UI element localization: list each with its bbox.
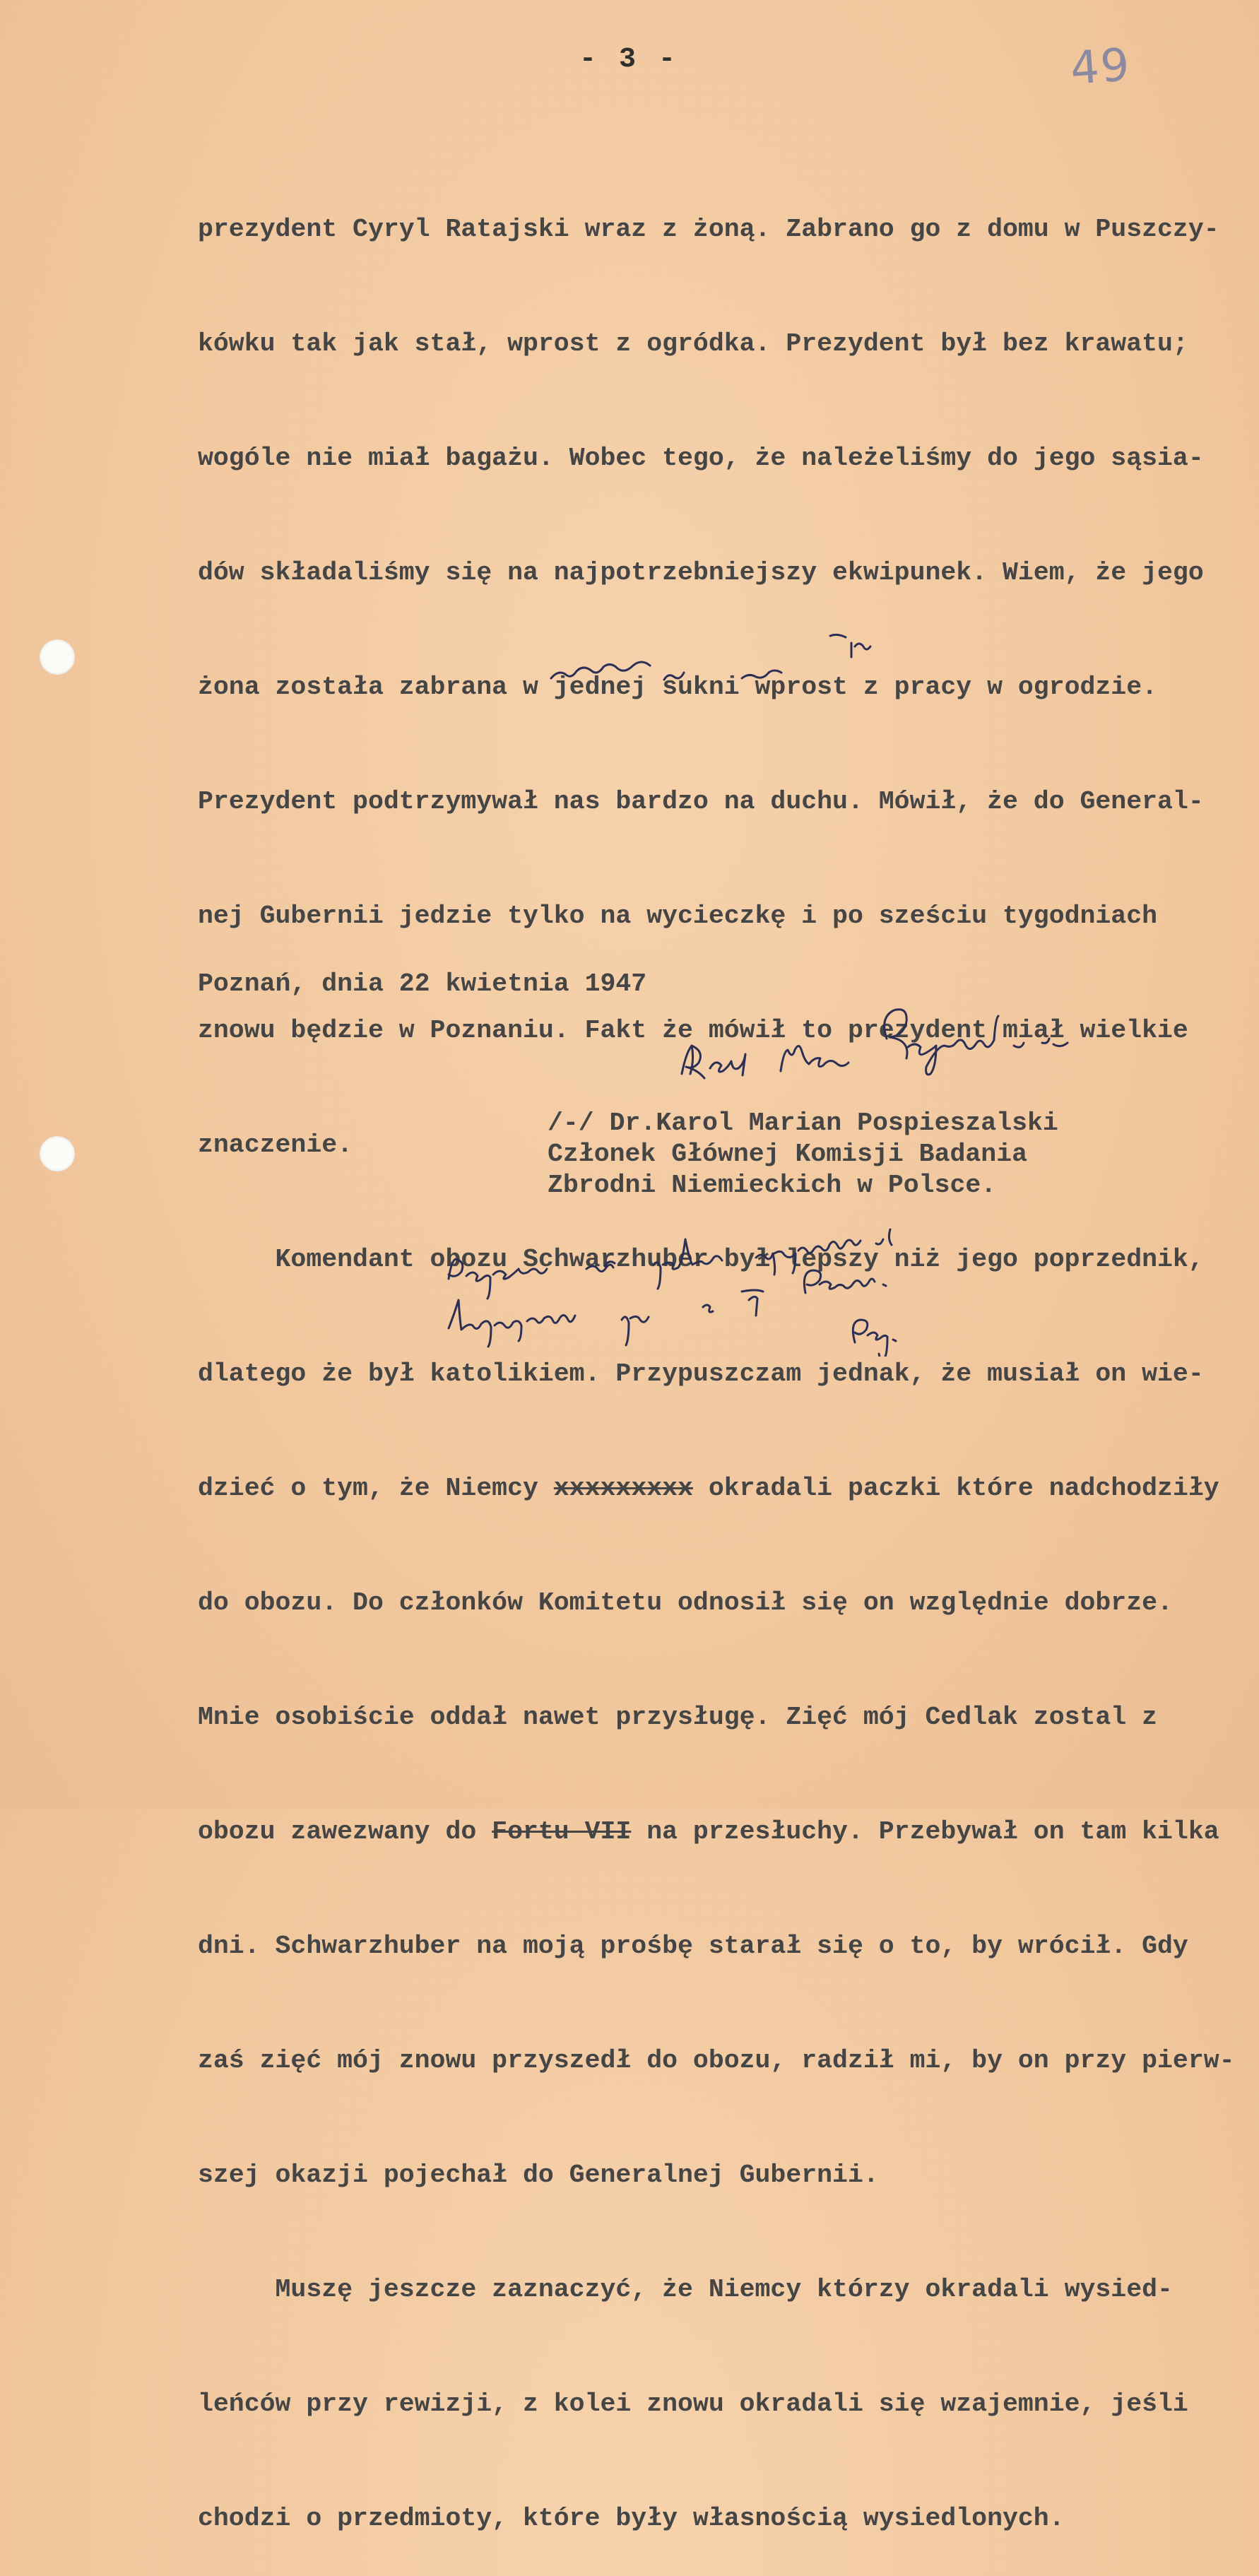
body-line: znaczenie. xyxy=(198,1130,353,1159)
handwritten-note xyxy=(438,1201,947,1357)
body-line: dni. Schwarzhuber na moją prośbę starał się o to, by wrócił. Gdy xyxy=(198,1932,1188,1961)
body-line: leńców przy rewizji, z kolei znowu okradali się wzajemnie, jeśli xyxy=(198,2389,1188,2418)
handwritten-signature xyxy=(675,1003,1084,1095)
body-line-part: dzieć o tym, że Niemcy xyxy=(198,1474,554,1503)
body-line: dlatego że był katolikiem. Przypuszczam jednak, że musiał on wie- xyxy=(198,1359,1204,1388)
body-line: zaś zięć mój znowu przyszedł do obozu, radził mi, by on przy pierw- xyxy=(198,2046,1235,2075)
body-line-part: okradali paczki które nadchodziły xyxy=(692,1474,1219,1503)
body-line-part: obozu zawezwany do xyxy=(198,1817,492,1846)
body-line: nej Gubernii jedzie tylko na wycieczkę i po sześciu tygodniach xyxy=(198,902,1158,930)
body-line: Muszę jeszcze zaznaczyć, że Niemcy którzy okradali wysied- xyxy=(198,2275,1173,2304)
body-line: Komendant obozu Schwarzhuber był lepszy niż jego poprzednik, xyxy=(198,1245,1204,1274)
archive-number: 49 xyxy=(1068,39,1133,95)
punch-hole-bottom xyxy=(40,1136,75,1171)
body-line: chodzi o przedmioty, które były własnością wysiedlonych. xyxy=(198,2504,1065,2533)
body-line: do obozu. Do członków Komitetu odnosił się on względnie dobrze. xyxy=(198,1588,1173,1617)
struck-text: Fortu VII xyxy=(492,1817,632,1846)
punch-hole-top xyxy=(40,639,75,675)
signature-title: Członek Głównej Komisji Badania xyxy=(548,1140,1028,1169)
struck-text: xxxxxxxxx xyxy=(553,1474,693,1503)
body-line: prezydent Cyryl Ratajski wraz z żoną. Zabrano go z domu w Puszczy- xyxy=(198,215,1219,244)
body-line: wogóle nie miał bagażu. Wobec tego, że należeliśmy do jego sąsia- xyxy=(198,444,1204,473)
signature-block xyxy=(548,1108,1058,1201)
body-line: znowu będzie w Poznaniu. Fakt że mówił to prezydent miał wielkie xyxy=(198,1016,1188,1045)
body-line xyxy=(198,1813,1251,1851)
body-line: szej okazji pojechał do Generalnej Gubernii. xyxy=(198,2161,879,2190)
body-line: dów składaliśmy się na najpotrzebniejszy ekwipunek. Wiem, że jego xyxy=(198,558,1204,587)
handwritten-insertion-marks xyxy=(537,629,890,692)
signature-name: /-/ Dr.Karol Marian Pospieszalski xyxy=(548,1109,1058,1138)
body-line-part: na przesłuchy. Przebywał on tam kilka xyxy=(631,1817,1219,1846)
signature-institution: Zbrodni Niemieckich w Polsce. xyxy=(548,1171,997,1200)
body-line: żona została zabrana w jednej sukni wprost z pracy w ogrodzie. xyxy=(198,673,1158,702)
body-line: Mnie osobiście oddał nawet przysługę. Zięć mój Cedlak zostal z xyxy=(198,1703,1158,1732)
closing-place-date: Poznań, dnia 22 kwietnia 1947 xyxy=(198,969,647,998)
page-number: - 3 - xyxy=(579,44,679,76)
body-line: kówku tak jak stał, wprost z ogródka. Prezydent był bez krawatu; xyxy=(198,329,1188,358)
body-line: Prezydent podtrzymywał nas bardzo na duchu. Mówił, że do General- xyxy=(198,787,1204,816)
body-line xyxy=(198,1470,1251,1508)
